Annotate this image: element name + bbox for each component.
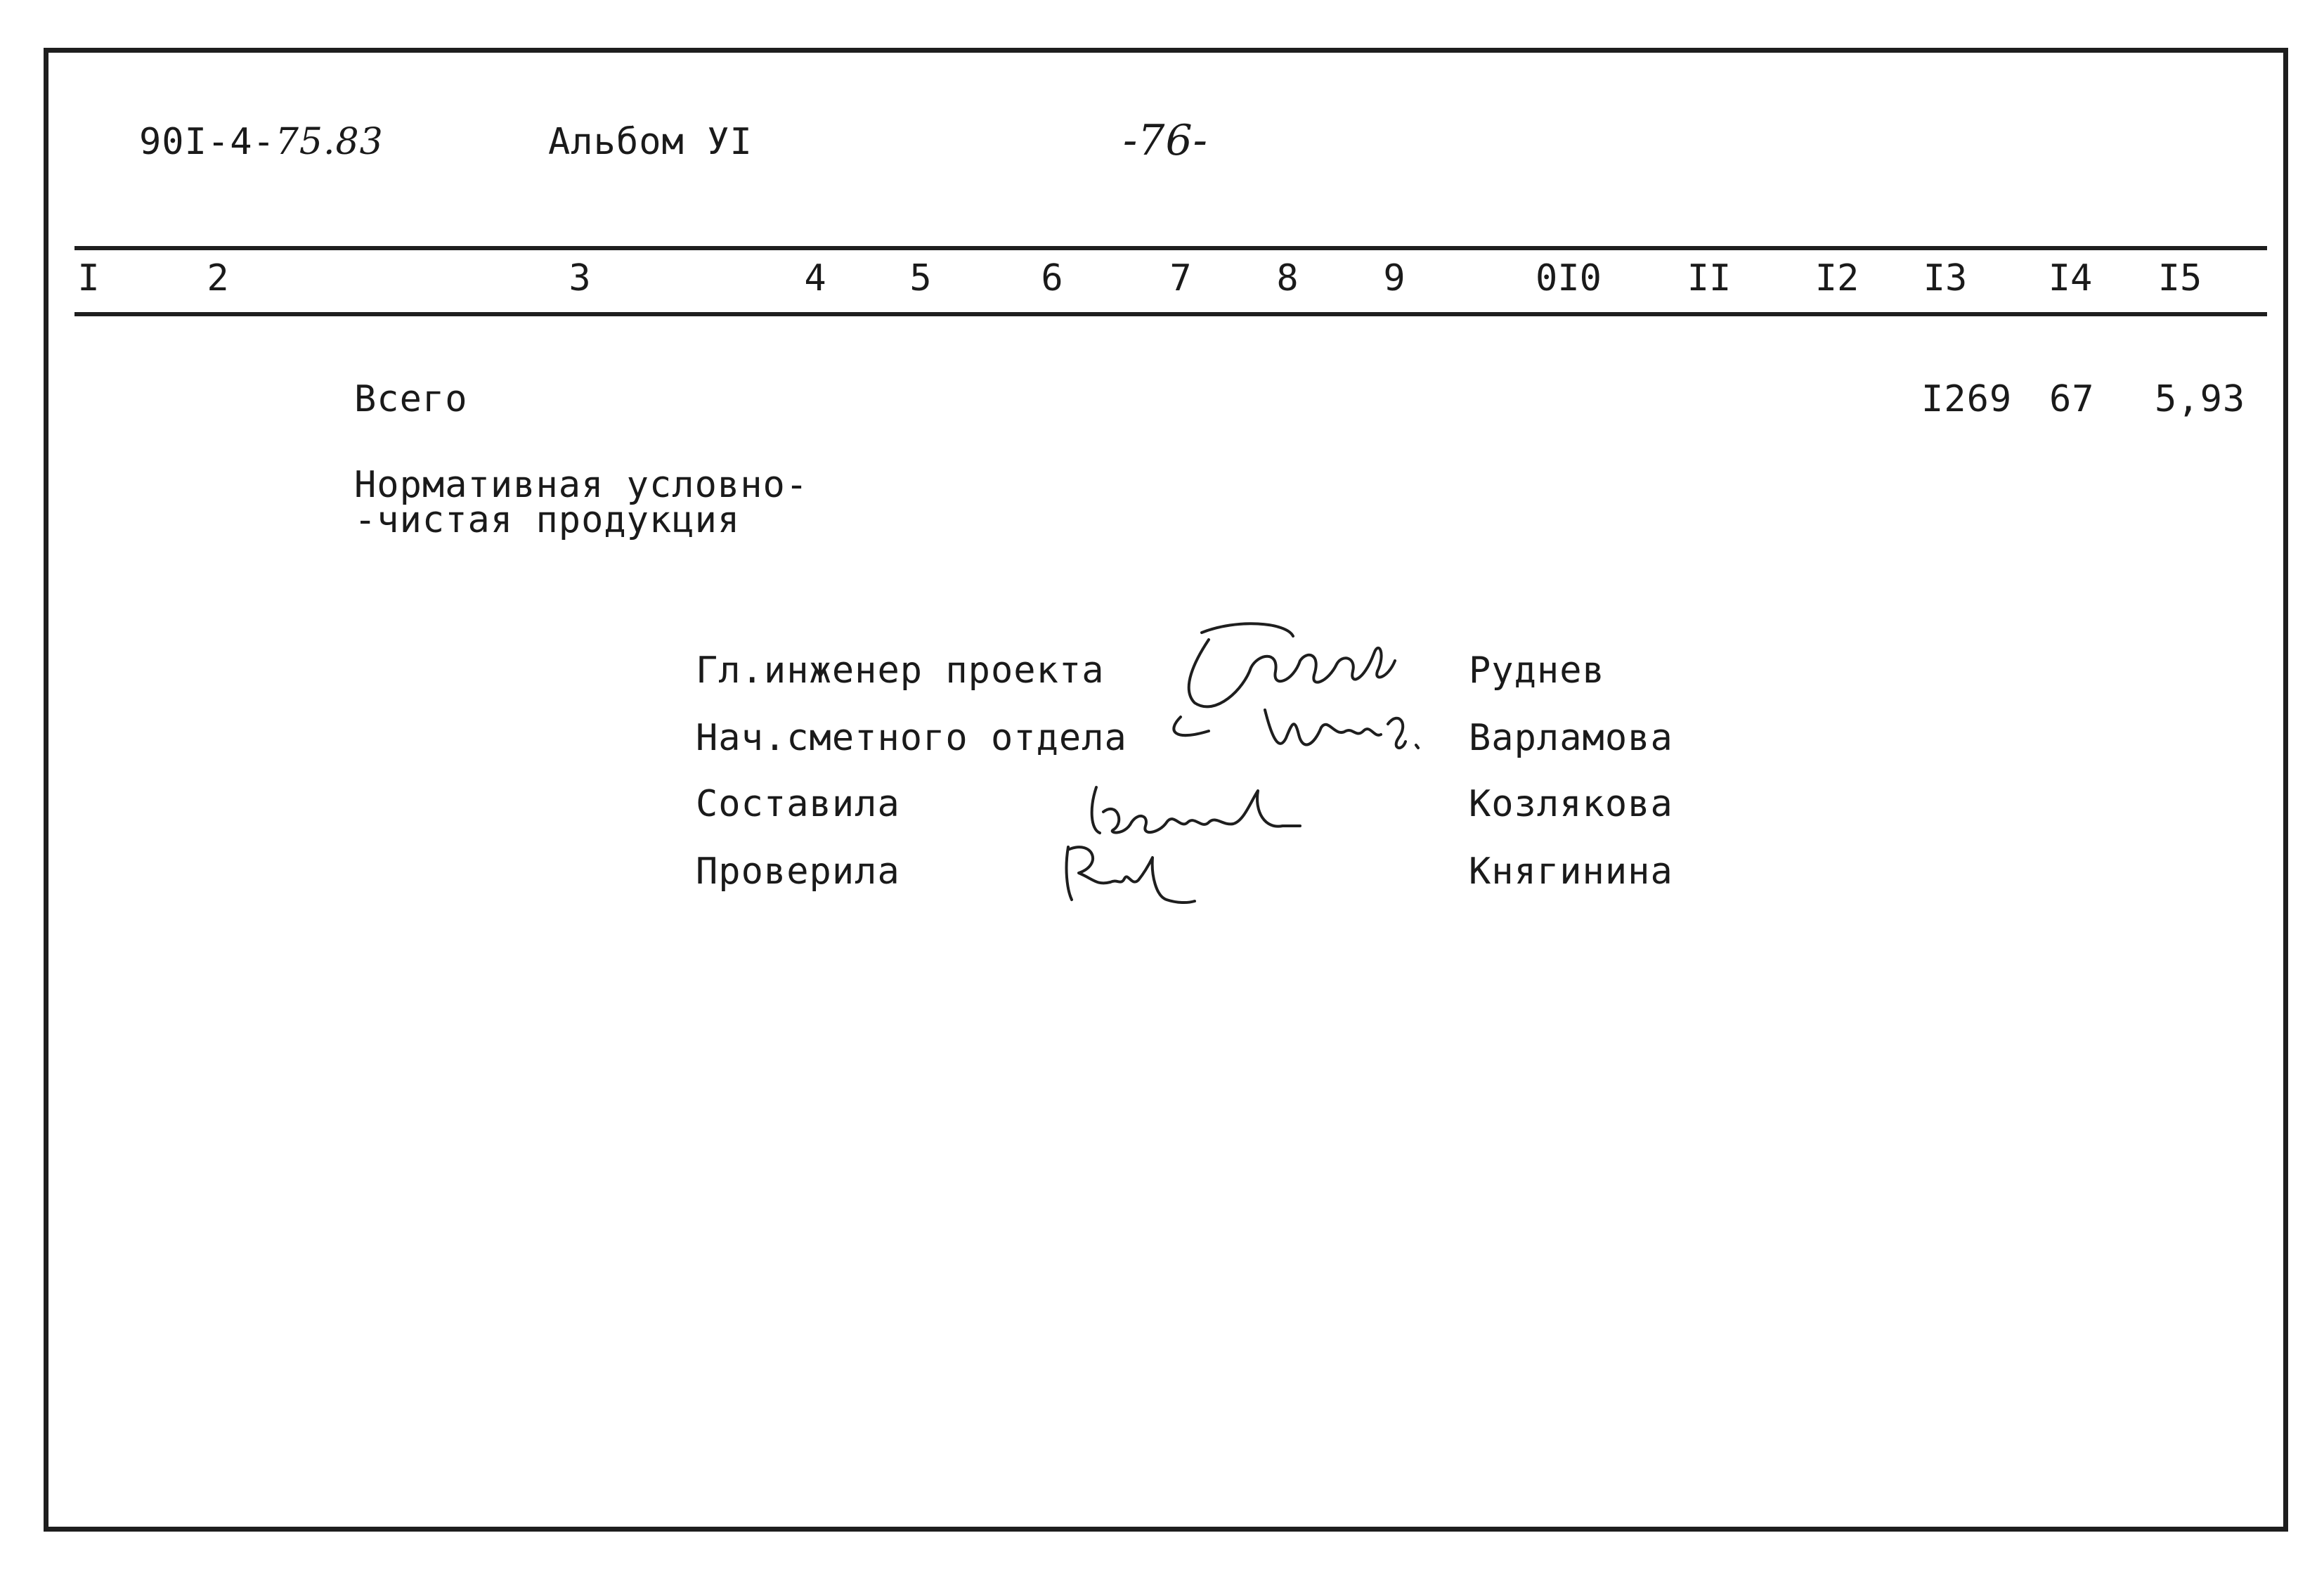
- document-code-printed: 90I-4-: [139, 121, 275, 163]
- column-number-5: 5: [909, 257, 932, 299]
- column-number-6: 6: [1041, 257, 1063, 299]
- handwritten-signature-knyaginina: [1054, 836, 1202, 914]
- signature-name-checked-by: Княгинина: [1469, 851, 1673, 893]
- total-col13-value: I269: [1921, 378, 2013, 420]
- column-number-1: I: [77, 257, 100, 299]
- column-number-14: I4: [2048, 257, 2093, 299]
- column-number-7: 7: [1169, 257, 1192, 299]
- document-code-handwritten: 75.83: [275, 121, 384, 163]
- signature-name-estimate-head: Варламова: [1469, 717, 1673, 759]
- column-number-3: 3: [569, 257, 591, 299]
- column-number-8: 8: [1276, 257, 1299, 299]
- table-header-top-rule: [74, 246, 2267, 250]
- note-line-1: Нормативная условно-: [354, 464, 809, 506]
- column-number-12: I2: [1815, 257, 1859, 299]
- signature-role-compiled-by: Составила: [696, 783, 900, 825]
- column-number-2: 2: [207, 257, 229, 299]
- document-code: [139, 121, 384, 163]
- total-col15-value: 5,93: [2155, 378, 2246, 420]
- total-col14-value: 67: [2049, 378, 2095, 420]
- column-number-13: I3: [1923, 257, 1968, 299]
- column-number-4: 4: [804, 257, 826, 299]
- column-number-15: I5: [2157, 257, 2202, 299]
- column-number-9: 9: [1383, 257, 1406, 299]
- note-line-2: -чистая продукция: [354, 499, 741, 541]
- handwritten-signature-varlamova: [1258, 696, 1434, 773]
- total-label: Всего: [354, 378, 468, 420]
- column-number-10: 0I0: [1536, 257, 1602, 299]
- album-label: Альбом УI: [548, 121, 753, 163]
- signature-role-chief-engineer: Гл.инженер проекта: [696, 649, 1105, 692]
- signature-name-compiled-by: Козлякова: [1469, 783, 1673, 825]
- page-number: -76-: [1123, 116, 1208, 165]
- signature-name-chief-engineer: Руднев: [1469, 649, 1605, 692]
- table-header-bottom-rule: [74, 312, 2267, 316]
- signature-role-checked-by: Проверила: [696, 851, 900, 893]
- signature-role-estimate-head: Нач.сметного отдела: [696, 717, 1127, 759]
- column-number-11: II: [1687, 257, 1732, 299]
